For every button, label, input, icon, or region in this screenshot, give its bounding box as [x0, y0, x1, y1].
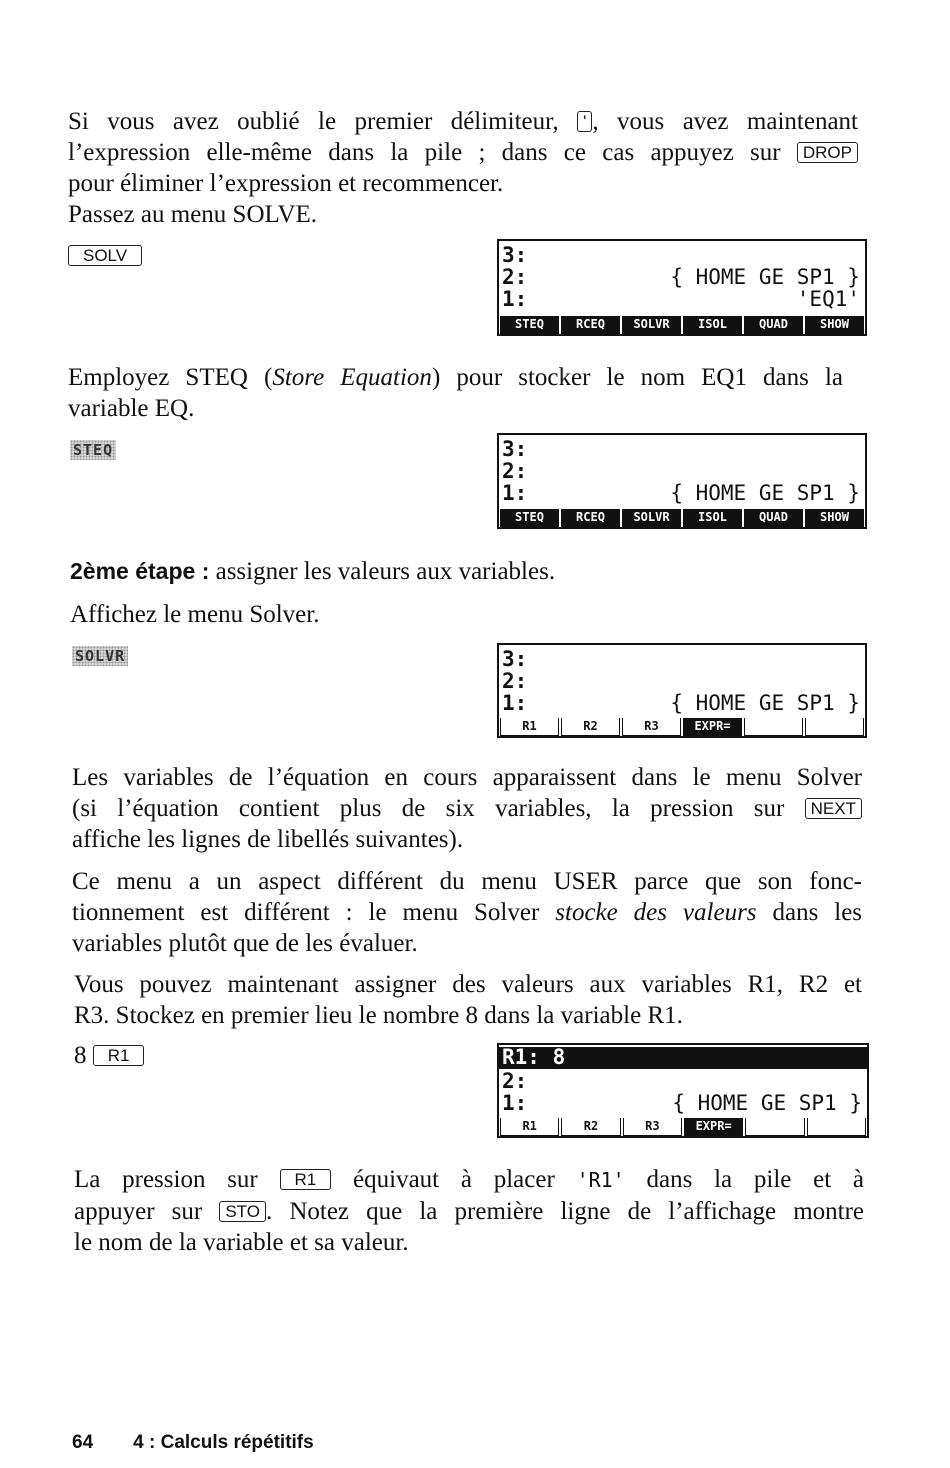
menu-r1: R1	[500, 1118, 559, 1136]
solver-variables-paragraph	[72, 762, 862, 855]
menu-r2: R2	[561, 1118, 620, 1136]
steq-paragraph	[68, 362, 843, 424]
menu-empty-5	[745, 1118, 804, 1136]
menu-isol: ISOL	[683, 316, 742, 334]
aspect-line-3: variables plutôt que de les évaluer.	[72, 930, 418, 957]
r1-line-3: le nom de la variable et sa valeur.	[74, 1229, 409, 1256]
menu-r3: R3	[623, 1118, 682, 1136]
menu-r3: R3	[622, 718, 681, 736]
solvr-softkey: SOLVR	[72, 646, 128, 666]
menu-show: SHOW	[805, 509, 864, 527]
intro-line-2: l’expression elle-même dans la pile ; dans ce cas appuyez sur DROP	[68, 137, 858, 168]
assign-line-1: Vous pouvez maintenant assigner des valeurs aux variables R1, R2 et	[74, 971, 862, 998]
menu-empty-6	[805, 718, 864, 736]
store-8-instruction: 8 R1	[74, 1040, 274, 1071]
steq-softkey: STEQ	[70, 440, 116, 460]
solv-key: SOLV	[68, 245, 142, 266]
drop-key: DROP	[797, 142, 858, 163]
assign-values-paragraph	[74, 969, 862, 1031]
lcd-display-1: 3: 2: { HOME GE SP1 } 1: 'EQ1' STEQ RCEQ SOLVR ISOL QUAD SHOW	[497, 239, 867, 336]
menu-steq: STEQ	[500, 509, 559, 527]
lcd-display-2: 3: 2: 1: { HOME GE SP1 } STEQ RCEQ SOLVR ISOL QUAD SHOW	[497, 433, 867, 529]
lcd-2-menu	[499, 509, 865, 527]
solver-line-3: affiche les lignes de libellés suivantes).	[72, 826, 464, 853]
r1-line-1: La pression sur R1 équivaut à placer 'R1' dans la pile et à	[74, 1166, 865, 1193]
steq-line-2: variable EQ.	[68, 395, 195, 422]
r1-key: R1	[93, 1045, 145, 1066]
chapter-title: 4 : Calculs répétitifs	[133, 1432, 314, 1453]
menu-quad: QUAD	[744, 316, 803, 334]
menu-rceq: RCEQ	[561, 509, 620, 527]
aspect-line-1: Ce menu a un aspect différent du menu USER parce que son fonc-	[72, 868, 862, 895]
intro-paragraph	[68, 106, 858, 230]
quote-key: '	[577, 111, 592, 132]
r1-line-2: appuyer sur STO . Notez que la première ligne de l’affichage montre	[74, 1198, 865, 1225]
aspect-line-2: tionnement est différent : le menu Solver stocke des valeurs dans les	[72, 899, 863, 926]
menu-empty-5	[744, 718, 803, 736]
menu-solvr: SOLVR	[622, 509, 681, 527]
step-2-heading: 2ème étape : assigner les valeurs aux variables.	[70, 558, 556, 585]
sto-key: STO	[219, 1201, 266, 1222]
solver-line-2: (si l’équation contient plus de six variables, la pression sur NEXT	[72, 793, 862, 824]
intro-line-1: Si vous avez oublié le premier délimiteur, ' , vous avez maintenant	[68, 108, 858, 135]
menu-show: SHOW	[805, 316, 864, 334]
menu-empty-6	[807, 1118, 866, 1136]
lcd-1-menu	[499, 316, 865, 334]
menu-expr: EXPR=	[683, 718, 742, 736]
next-key: NEXT	[805, 798, 862, 819]
assign-line-2: R3. Stockez en premier lieu le nombre 8 dans la variable R1.	[74, 1002, 683, 1029]
page-footer	[72, 1432, 314, 1454]
menu-solvr: SOLVR	[622, 316, 681, 334]
menu-isol: ISOL	[683, 509, 742, 527]
r1-key-inline: R1	[280, 1169, 332, 1190]
menu-aspect-paragraph	[72, 866, 862, 959]
page-number: 64	[72, 1432, 94, 1453]
menu-rceq: RCEQ	[561, 316, 620, 334]
solver-line-1: Les variables de l’équation en cours apparaissent dans le menu Solver	[72, 764, 862, 791]
lcd-4-solver-menu	[499, 1118, 867, 1136]
r1-press-paragraph	[74, 1164, 864, 1258]
menu-steq: STEQ	[500, 316, 559, 334]
intro-line-3: pour éliminer l’expression et recommencer.	[68, 170, 504, 197]
lcd-3-solver-menu	[499, 718, 865, 736]
lcd-display-3: 3: 2: 1: { HOME GE SP1 } R1 R2 R3 EXPR=	[497, 643, 867, 738]
menu-quad: QUAD	[744, 509, 803, 527]
lcd-display-4: R1: 8 2: 1: { HOME GE SP1 } R1 R2 R3 EXPR=	[497, 1043, 869, 1138]
menu-r2: R2	[561, 718, 620, 736]
intro-line-4: Passez au menu SOLVE.	[68, 201, 318, 228]
menu-expr: EXPR=	[684, 1118, 743, 1136]
show-solver-paragraph: Affichez le menu Solver.	[70, 601, 320, 628]
menu-r1: R1	[500, 718, 559, 736]
steq-line-1: Employez STEQ (Store Equation) pour stocker le nom EQ1 dans la	[68, 364, 843, 391]
